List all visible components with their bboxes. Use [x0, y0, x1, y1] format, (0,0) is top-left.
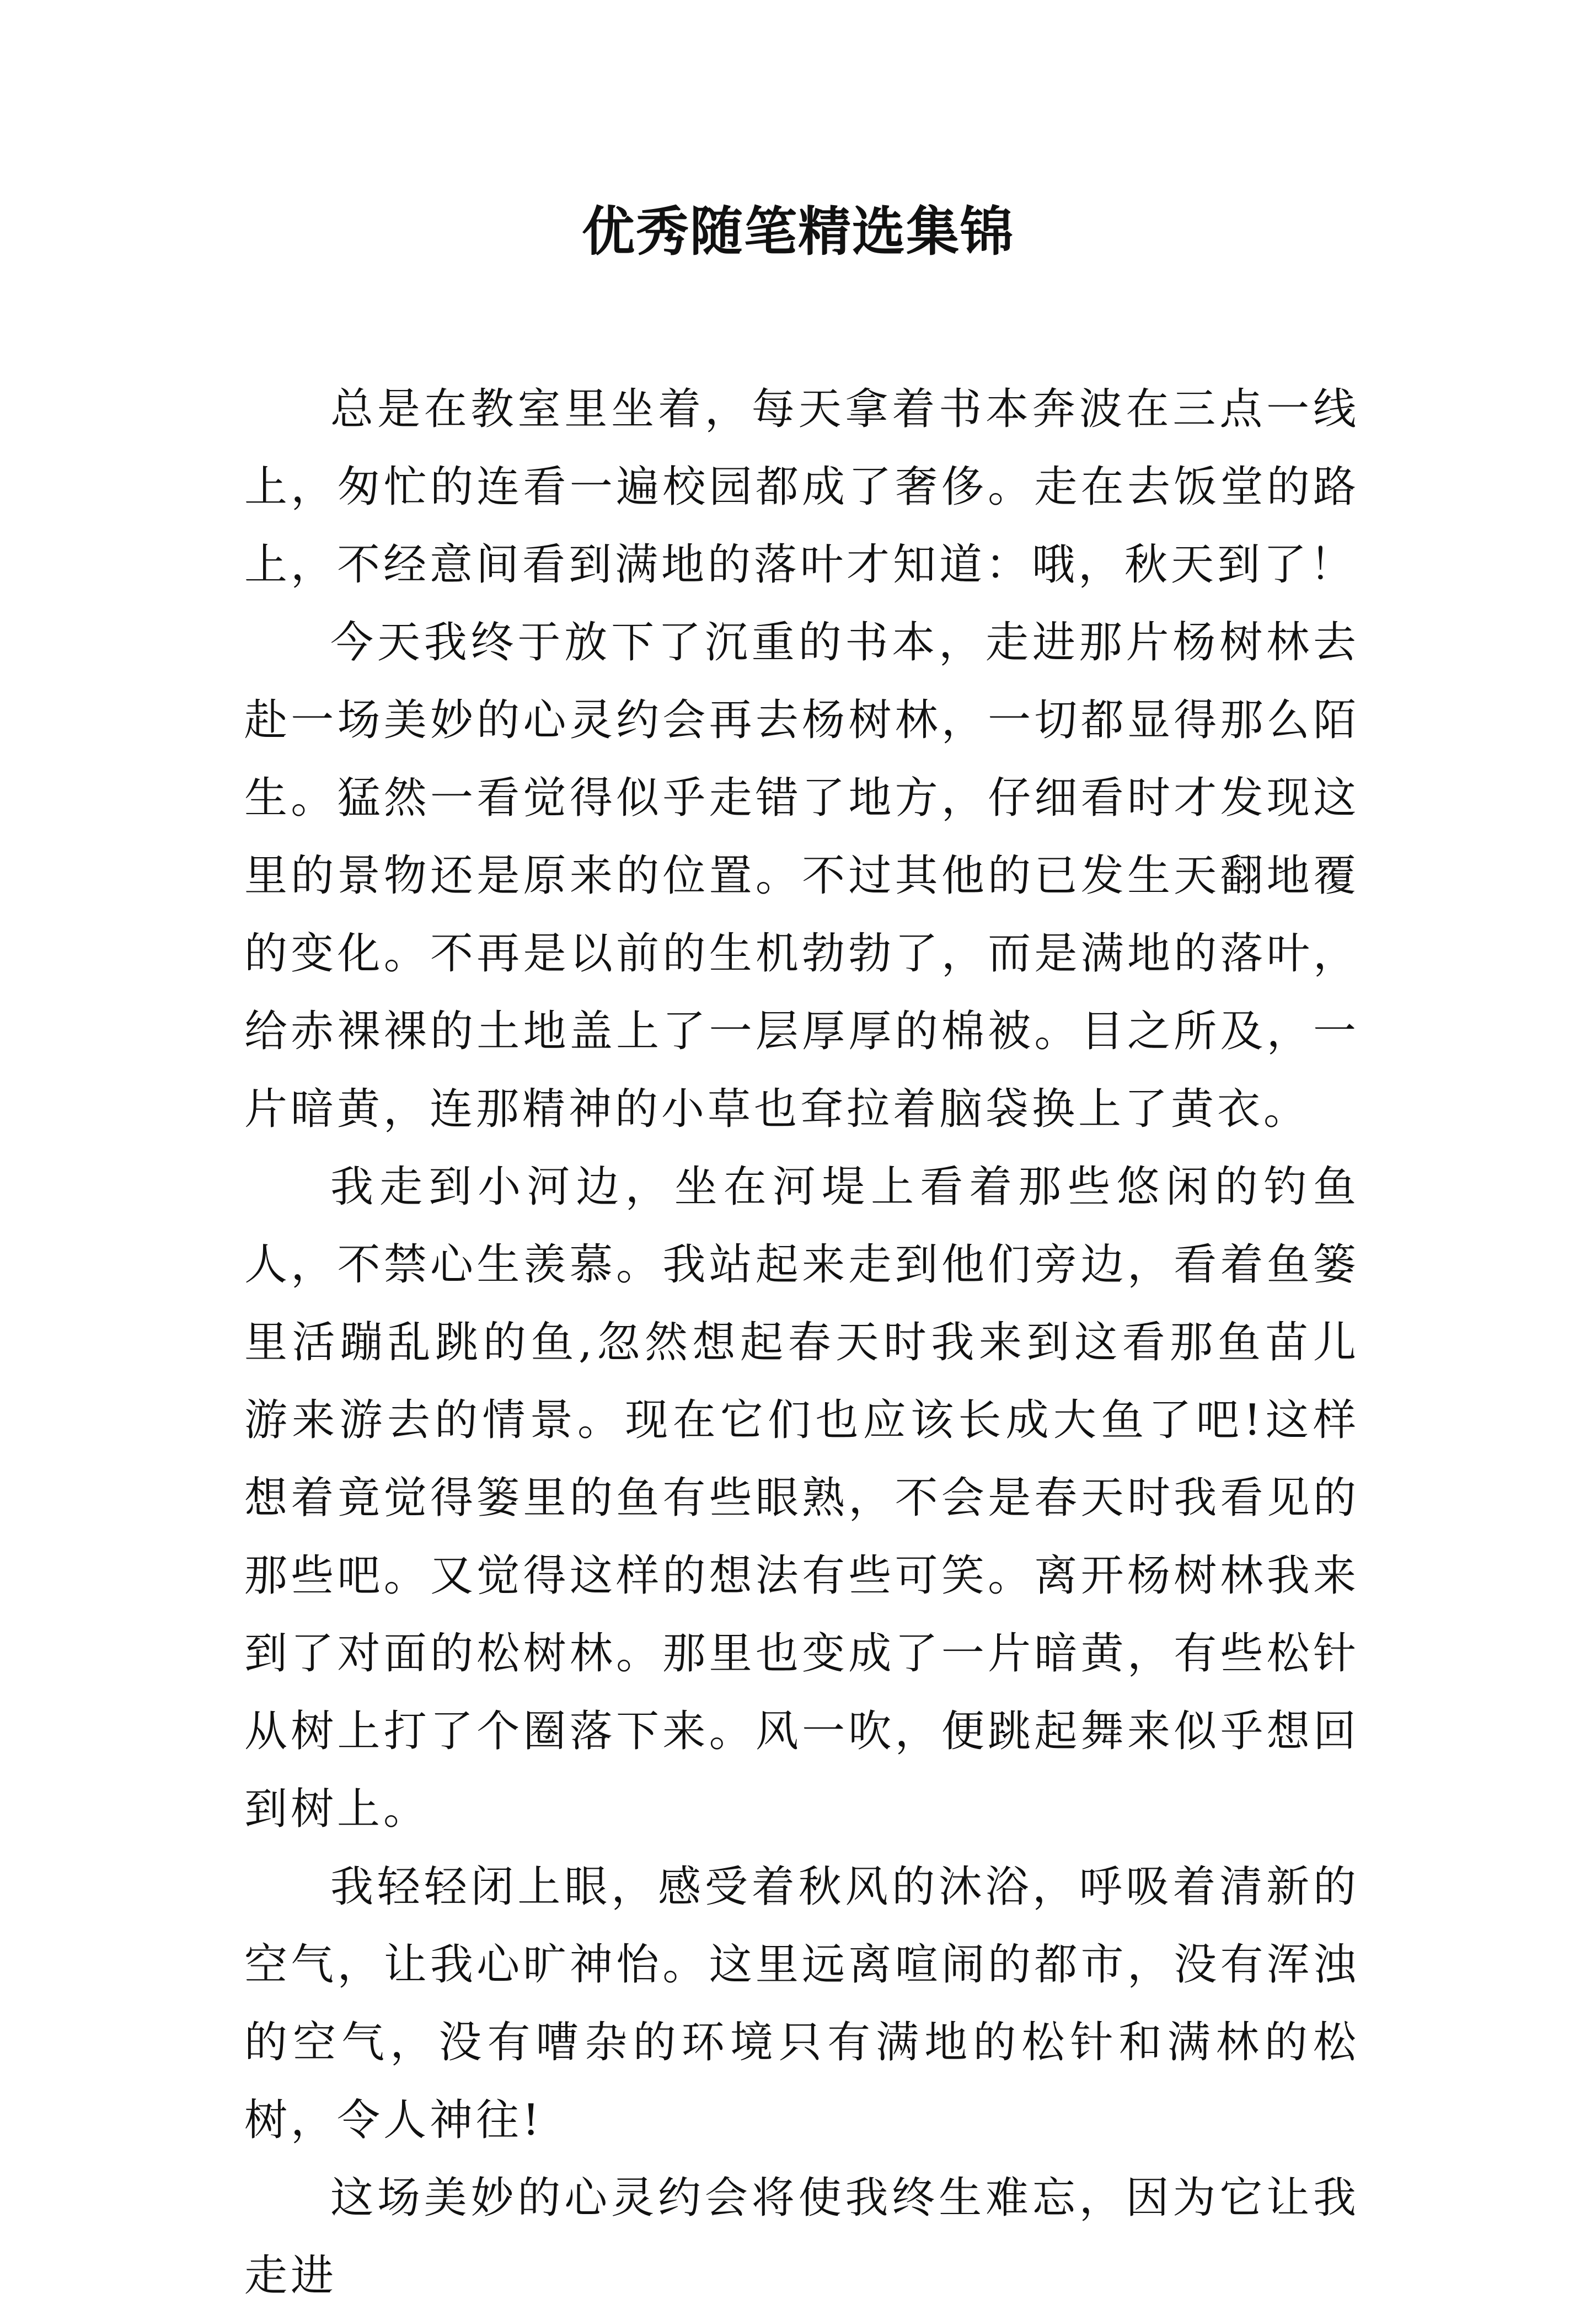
- document-body: [244, 371, 1359, 2315]
- paragraph: 今天我终于放下了沉重的书本，走进那片杨树林去赴一场美妙的心灵约会再去杨树林，一切都显得那么陌生。猛然一看觉得似乎走错了地方，仔细看时才发现这里的景物还是原来的位置。不过其他的已发生天翻地覆的变化。不再是以前的生机勃勃了，而是满地的落叶，给赤裸裸的土地盖上了一层厚厚的棉被。目之所及，一片暗黄，连那精神的小草也耷拉着脑袋换上了黄衣。: [244, 618, 1359, 1134]
- paragraph: 我轻轻闭上眼，感受着秋风的沐浴，呼吸着清新的空气，让我心旷神怡。这里远离喧闹的都市，没有浑浊的空气，没有嘈杂的环境只有满地的松针和满林的松树，令人神往!: [244, 1862, 1359, 2145]
- page-title: 优秀随笔精选集锦: [582, 200, 1014, 263]
- paragraph: 总是在教室里坐着，每天拿着书本奔波在三点一线上，匆忙的连看一遍校园都成了奢侈。走在去饭堂的路上，不经意间看到满地的落叶才知道：哦，秋天到了！: [244, 384, 1359, 590]
- paragraph: 这场美妙的心灵约会将使我终生难忘，因为它让我走进: [244, 2173, 1359, 2301]
- paragraph: 我走到小河边，坐在河堤上看着那些悠闲的钓鱼人，不禁心生羡慕。我站起来走到他们旁边，看着鱼篓里活蹦乱跳的鱼,忽然想起春天时我来到这看那鱼苗儿游来游去的情景。现在它们也应该长成大鱼了吧!这样想着竟觉得篓里的鱼有些眼熟，不会是春天时我看见的那些吧。又觉得这样的想法有些可笑。离开杨树林我来到了对面的松树林。那里也变成了一片暗黄，有些松针从树上打了个圈落下来。风一吹，便跳起舞来似乎想回到树上。: [244, 1162, 1359, 1834]
